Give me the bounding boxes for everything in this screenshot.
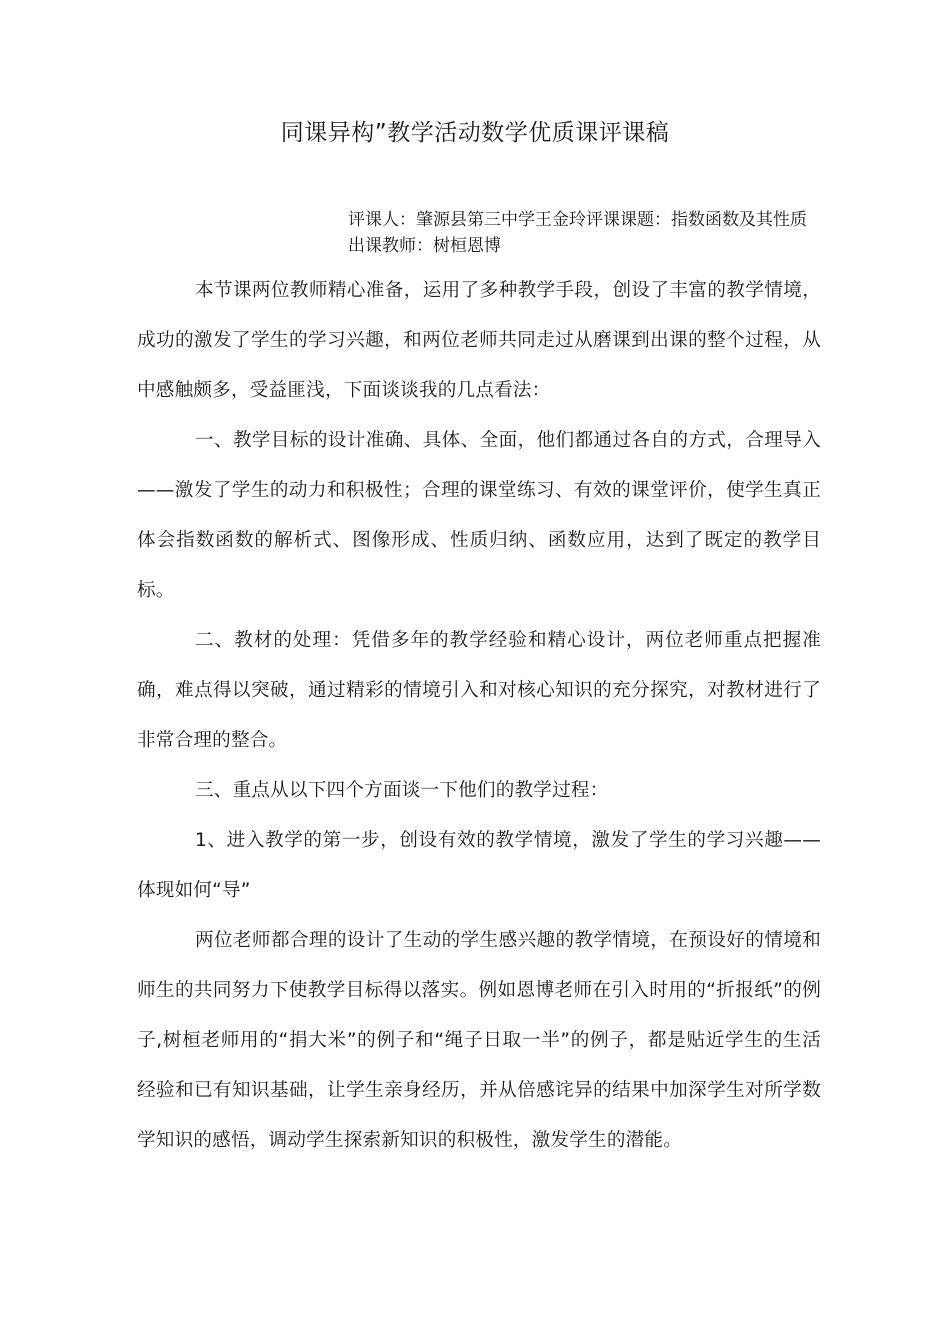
- paragraph-step-one: 1、进入教学的第一步，创设有效的教学情境，激发了学生的学习兴趣——体现如何“导”: [137, 830, 821, 901]
- paragraph-material-handling: 二、教材的处理：凭借多年的教学经验和精心设计，两位老师重点把握准确，难点得以突破，通过精彩的情境引入和对核心知识的充分探究，对教材进行了非常合理的整合。: [137, 630, 821, 751]
- document-title: 同课异构”教学活动数学优质课评课稿: [280, 120, 670, 146]
- evaluator-info: 评课人：肇源县第三中学王金玲评课课题：指数函数及其性质出课教师：树桓恩博: [348, 210, 807, 256]
- paragraph-teaching-process: 三、重点从以下四个方面谈一下他们的教学过程：: [195, 780, 609, 801]
- paragraph-intro: 本节课两位教师精心准备，运用了多种教学手段，创设了丰富的教学情境，成功的激发了学生的学习兴趣，和两位老师共同走过从磨课到出课的整个过程，从中感触颇多，受益匪浅，下面谈谈我的几点看法：: [137, 280, 821, 401]
- paragraph-teaching-goals: 一、教学目标的设计准确、具体、全面，他们都通过各自的方式，合理导入——激发了学生的动力和积极性；合理的课堂练习、有效的课堂评价，使学生真正体会指数函数的解析式、图像形成、性质归纳、函数应用，达到了既定的教学目标。: [137, 430, 821, 601]
- paragraph-situations: 两位老师都合理的设计了生动的学生感兴趣的教学情境，在预设好的情境和师生的共同努力下使教学目标得以落实。例如恩博老师在引入时用的“折报纸”的例子,树桓老师用的“捐大米”的例子和“绳子日取一半”的例子，都是贴近学生的生活经验和已有知识基础，让学生亲身经历，并从倍感诧异的结果中加深学生对所学数学知识的感悟，调动学生探索新知识的积极性，激发学生的潜能。: [137, 930, 821, 1151]
